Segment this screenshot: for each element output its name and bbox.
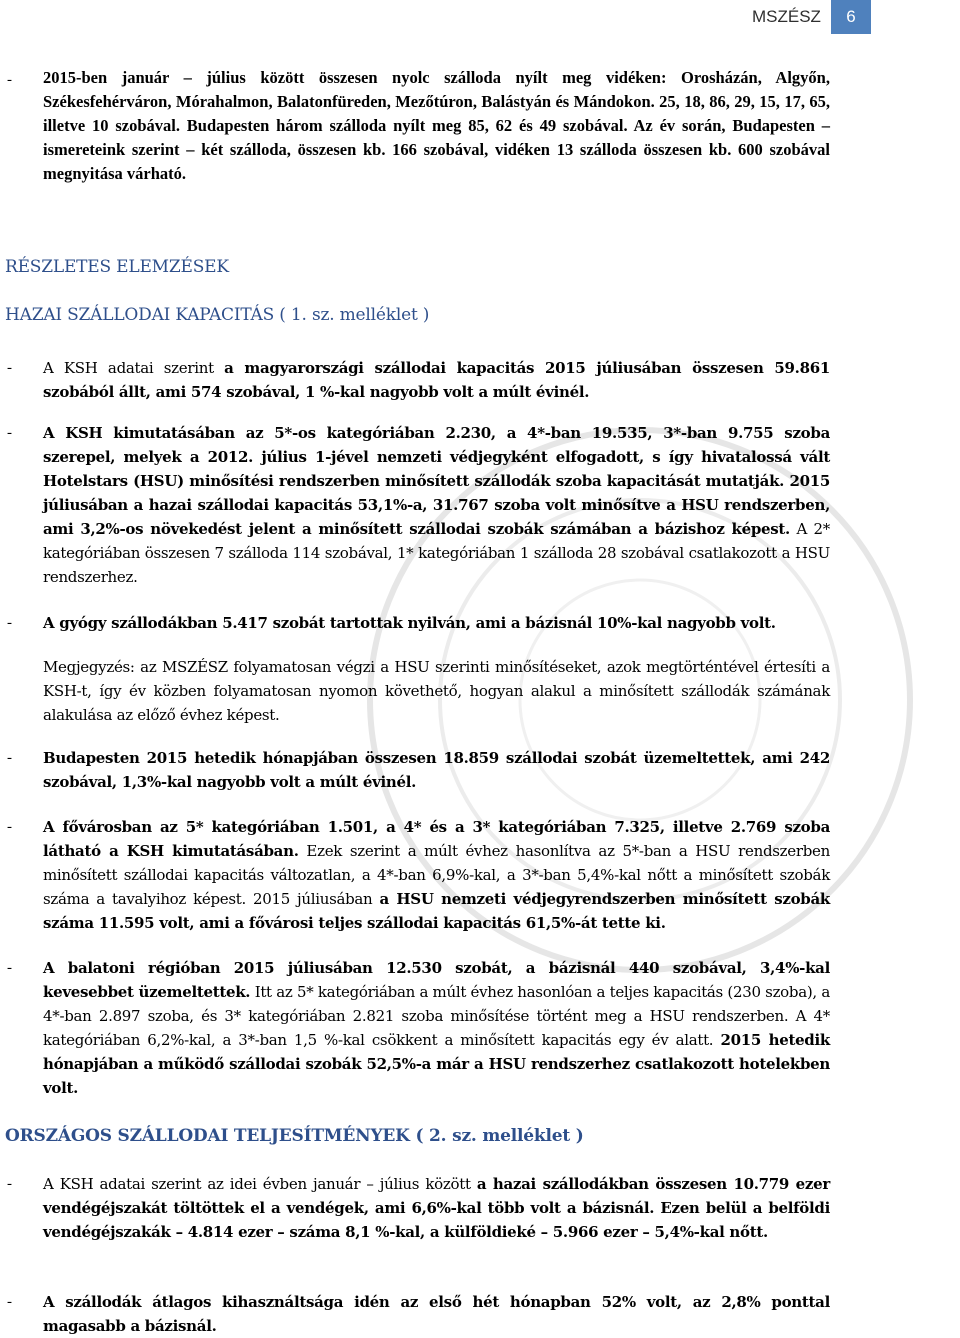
bullet-dash: -: [7, 615, 12, 631]
balaton-paragraph: [43, 956, 830, 1100]
capital-categories-paragraph: [43, 815, 830, 935]
budapest-paragraph: Budapesten 2015 hetedik hónapjában összesen 18.859 szállodai szobát üzemeltettek, ami 242 szobával, 1,3%-kal nagyobb volt a múlt évinél.: [43, 749, 830, 791]
text-span-bold: 2015 hetedik hónapjában a működő szállodai szobák 52,5%-a már a HSU rendszerhez csatlakozott hotelekben volt.: [43, 1031, 830, 1097]
text-span: A KSH adatai szerint az idei évben január – július között: [43, 1175, 477, 1193]
note-paragraph: Megjegyzés: az MSZÉSZ folyamatosan végzi a HSU szerinti minősítéseket, azok megtörténtével értesíti a KSH-t, így év közben folyamatosan nyomon követhető, hogyan alakul a minősített szállodák számának alakulása az előző évhez képest.: [43, 658, 830, 724]
capacity-paragraph-2: [43, 421, 830, 589]
section-title-detailed-analysis: RÉSZLETES ELEMZÉSEK: [5, 257, 229, 277]
text-span: Ezek szerint a múlt évhez hasonlítva az 5*-ban a HSU rendszerben minősített szállodai kapacitás változatlan, a 4*-ban 6,9%-kal, a 3*-ban 5,4%-kal nőtt a minősített szobák száma a tavalyihoz képest. 2015 júliusában: [43, 842, 830, 908]
text-span-bold: a hazai szállodákban összesen 10.779 ezer vendégéjszakát töltöttek el a vendégek, ami 6,6%-kal több volt a bázisnál. Ezen belül a belföldi vendégéjszakák – 4.814 ezer – száma 8,1 %-kal, a külföldieké – 5.966 ezer – 5,4%-kal nőtt.: [43, 1175, 830, 1241]
capacity-paragraph-1: [43, 356, 830, 404]
bullet-dash: -: [7, 1294, 12, 1310]
page-number-badge: 6: [831, 0, 871, 34]
intro-paragraph: 2015-ben január – július között összesen nyolc szálloda nyílt meg vidéken: Orosházán, Algyőn, Székesfehérváron, Mórahalmon, Balatonfüreden, Mezőtúron, Balástyán és Mándokon. 25, 18, 86, 29, 15, 17, 65, illetve 10 szobával. Budapesten három szálloda nyílt meg 85, 62 és 49 szobával. Az év során, Budapesten – ismereteink szerint – két szálloda, összesen kb. 166 szobával, vidéken 13 szálloda összesen kb. 600 szobával megnyitása várható.: [43, 68, 830, 183]
section-title-national-performance: ORSZÁGOS SZÁLLODAI TELJESÍTMÉNYEK ( 2. sz. melléklet ): [5, 1126, 584, 1146]
bullet-dash: -: [7, 819, 12, 835]
bullet-dash: -: [7, 360, 12, 376]
text-span: A 2* kategóriában összesen 7 szálloda 114 szobával, 1* kategóriában 1 szálloda 28 szobával csatlakozott a HSU rendszerhez.: [43, 520, 830, 586]
spa-hotels-paragraph: A gyógy szállodákban 5.417 szobát tartottak nyilván, ami a bázisnál 10%-kal nagyobb volt.: [43, 614, 776, 632]
bullet-dash: -: [7, 72, 12, 88]
text-span-bold: A balatoni régióban 2015 júliusában 12.530 szobát, a bázisnál 440 szobával, 3,4%-kal kevesebbet üzemeltettek.: [43, 959, 830, 1001]
bullet-dash: -: [7, 425, 12, 441]
section-subtitle-capacity: HAZAI SZÁLLODAI KAPACITÁS ( 1. sz. melléklet ): [5, 305, 430, 325]
text-span-bold: A KSH kimutatásában az 5*-os kategóriában 2.230, a 4*-ban 19.535, 3*-ban 9.755 szoba szerepel, melyek a 2012. július 1-jével nemzeti védjegyként elfogadott, s így hivatalossá vált Hotelstars (HSU) minősítési rendszerben minősített szállodák szoba kapacitását mutatják. 2015 júliusában a hazai szállodai kapacitás 53,1%-a, 31.767 szoba volt minősítve a HSU rendszerben, ami 3,2%-os növekedést jelent a minősített szállodai szobák számában a bázishoz képest.: [43, 424, 830, 538]
text-span-bold: a HSU nemzeti védjegyrendszerben minősített szobák száma 11.595 volt, ami a fővárosi teljes szállodai kapacitás 61,5%-át tette ki.: [43, 890, 830, 932]
header-title: MSZÉSZ: [752, 7, 821, 26]
bullet-dash: -: [7, 750, 12, 766]
text-span: Itt az 5* kategóriában a múlt évhez hasonlóan a teljes kapacitás (230 szoba), a 4*-ban 2.897 szoba, és 3* kategóriában 2.821 szoba minősítése történt meg a HSU rendszerben. A 4* kategóriában 6,2%-kal, a 3*-ban 1,5 %-kal csökkent a minősített kapacitás egy év alatt.: [43, 983, 830, 1049]
text-span: A KSH adatai szerint: [43, 359, 225, 377]
text-span-bold: A fővárosban az 5* kategóriában 1.501, a 4* és a 3* kategóriában 7.325, illetve 2.769 szoba látható a KSH kimutatásában.: [43, 818, 830, 860]
bullet-dash: -: [7, 960, 12, 976]
text-span-bold: a magyarországi szállodai kapacitás 2015 júliusában összesen 59.861 szobából állt, ami 574 szobával, 1 %-kal nagyobb volt a múlt évinél.: [43, 359, 830, 401]
bullet-dash: -: [7, 1176, 12, 1192]
performance-paragraph-1: [43, 1172, 830, 1244]
occupancy-paragraph: A szállodák átlagos kihasználtsága idén az első hét hónapban 52% volt, az 2,8% ponttal magasabb a bázisnál.: [43, 1293, 830, 1335]
